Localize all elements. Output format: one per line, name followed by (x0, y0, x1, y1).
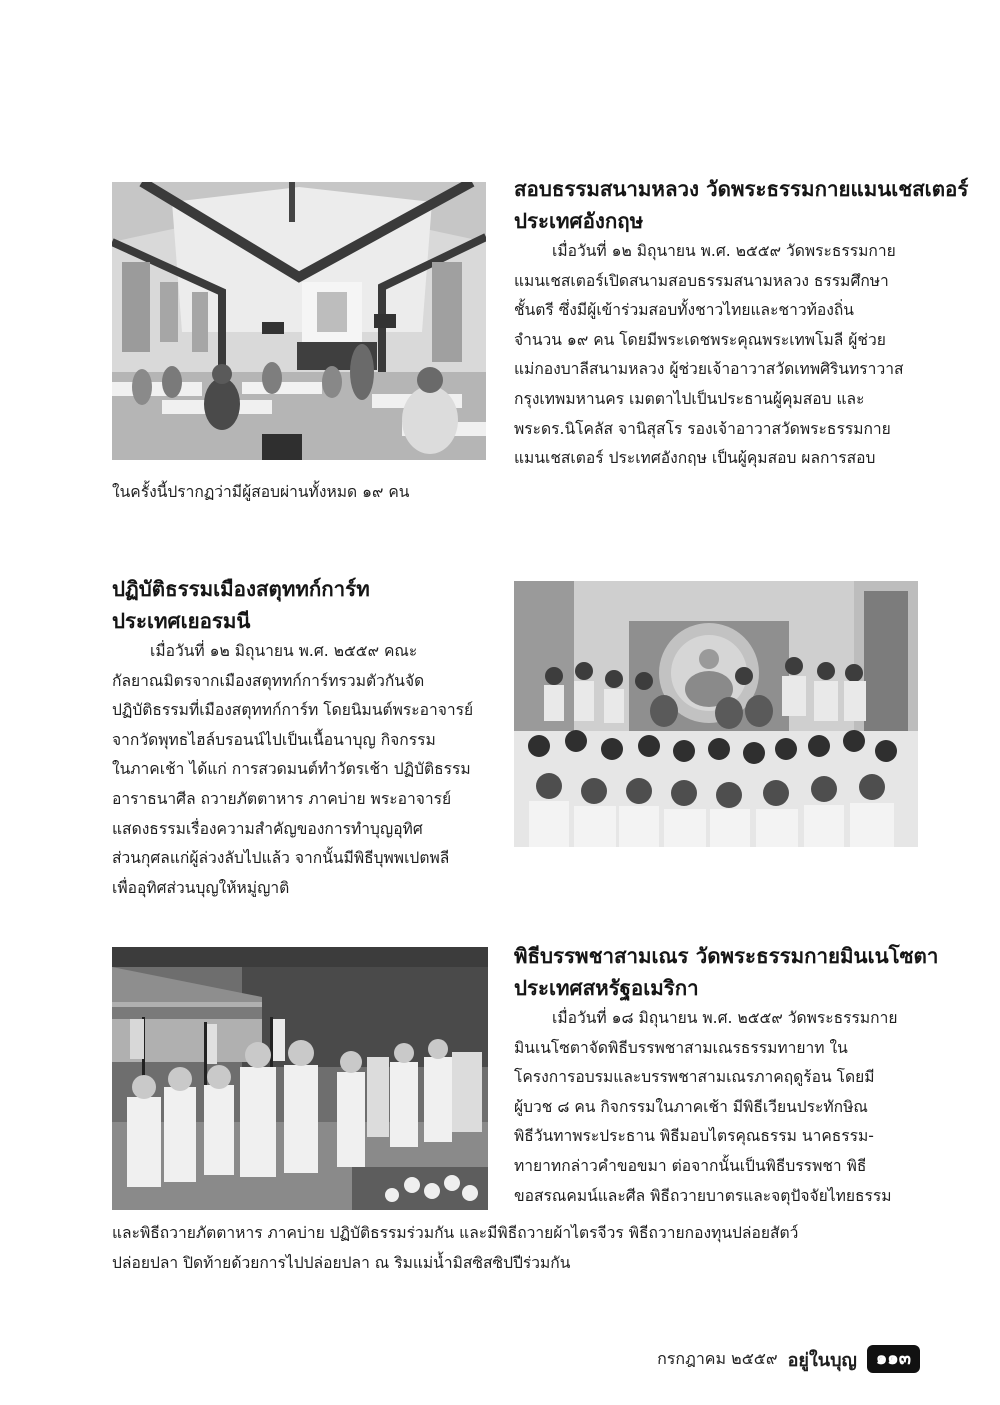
ordination-procession-photo (112, 947, 488, 1210)
article3-body-line: เมื่อวันที่ ๑๘ มิถุนายน พ.ศ. ๒๕๕๙ วัดพระธรรมกาย (552, 1009, 898, 1027)
page-footer (640, 1342, 920, 1376)
magazine-name: อยู่ในบุญ (787, 1349, 857, 1371)
article3-body-line: โครงการอบรมและบรรพชาสามเณรภาคฤดูร้อน โดยมี (514, 1068, 875, 1087)
article1-body-line: แมนเชสเตอร์ ประเทศอังกฤษ เป็นผู้คุมสอบ ผลการสอบ (514, 449, 876, 468)
article3-body-line: ขอสรณคมน์และศีล พิธีถวายบาตรและจตุปัจจัยไทยธรรม (514, 1186, 892, 1205)
article2-column (112, 573, 492, 903)
article1-title-line: สอบธรรมสนามหลวง วัดพระธรรมกายแมนเชสเตอร์ (514, 177, 969, 201)
article1-title-line: ประเทศอังกฤษ (514, 209, 644, 233)
article2-title-line: ปฏิบัติธรรมเมืองสตุททก์การ์ท (112, 577, 370, 601)
article1-column (514, 173, 969, 474)
article2-title (112, 573, 492, 637)
article3-title-line: ประเทศสหรัฐอเมริกา (514, 976, 699, 1000)
article3-full-line: และพิธีถวายภัตตาหาร ภาคบ่าย ปฏิบัติธรรมร่วมกัน และมีพิธีถวายผ้าไตรจีวร พิธีถวายกองทุนปล่อยสัตว์ (112, 1224, 799, 1242)
article2-body-line: ปฏิบัติธรรมที่เมืองสตุททก์การ์ท โดยนิมนต์พระอาจารย์ (112, 701, 474, 720)
exam-hall-photo (112, 182, 486, 460)
article1-continuation: ในครั้งนี้ปรากฏว่ามีผู้สอบผ่านทั้งหมด ๑๙ คน (112, 483, 410, 501)
page-number: ๑๑๓ (867, 1345, 920, 1373)
article1-body-line: จำนวน ๑๙ คน โดยมีพระเดชพระคุณพระเทพโมลี ผู้ช่วย (514, 330, 886, 349)
article3-column (514, 940, 939, 1211)
article2-body-line: อาราธนาศีล ถวายภัตตาหาร ภาคบ่าย พระอาจารย์ (112, 789, 452, 808)
article2-body-line: ส่วนกุศลแก่ผู้ล่วงลับไปแล้ว จากนั้นมีพิธีบุพพเปตพลี (112, 849, 450, 868)
article3-full-line: ปล่อยปลา ปิดท้ายด้วยการไปปล่อยปลา ณ ริมแม่น้ำมิสซิสซิปปีร่วมกัน (112, 1254, 571, 1272)
article1-body (514, 237, 924, 474)
article2-body (112, 637, 492, 903)
meditation-group-photo (514, 581, 918, 847)
article2-body-line: เพื่ออุทิศส่วนบุญให้หมู่ญาติ (112, 878, 290, 897)
article2-body-line: ในภาคเช้า ได้แก่ การสวดมนต์ทำวัตรเช้า ปฏิบัติธรรม (112, 760, 471, 779)
article3-body-line: ทายาทกล่าวคำขอขมา ต่อจากนั้นเป็นพิธีบรรพชา พิธี (514, 1156, 867, 1175)
article1-body-line: เมื่อวันที่ ๑๒ มิถุนายน พ.ศ. ๒๕๕๙ วัดพระธรรมกาย (552, 242, 896, 260)
issue-date: กรกฎาคม ๒๕๕๙ (657, 1348, 778, 1368)
article1-body-line: แมนเชสเตอร์เปิดสนามสอบธรรมสนามหลวง ธรรมศึกษา (514, 271, 889, 290)
article1-title (514, 173, 969, 237)
article3-body-line: มินเนโซตาจัดพิธีบรรพชาสามเณรธรรมทายาท ใน (514, 1038, 848, 1057)
article3-body (514, 1004, 924, 1211)
article1-body-line: กรุงเทพมหานคร เมตตาไปเป็นประธานผู้คุมสอบ และ (514, 389, 865, 408)
article3-title (514, 940, 939, 1004)
article1-body-line: พระดร.นิโคลัส จานิสุสโร รองเจ้าอาวาสวัดพระธรรมกาย (514, 419, 891, 438)
article3-body-line: พิธีวันทาพระประธาน พิธีมอบไตรคุณธรรม นาคธรรม- (514, 1127, 874, 1146)
article2-body-line: จากวัดพุทธไฮล์บรอนน์ไปเป็นเนื้อนาบุญ กิจกรรม (112, 730, 436, 749)
article3-title-line: พิธีบรรพชาสามเณร วัดพระธรรมกายมินเนโซตา (514, 944, 939, 968)
article3-body-line: ผู้บวช ๘ คน กิจกรรมในภาคเช้า มีพิธีเวียนประทักษิณ (514, 1097, 868, 1116)
article1-body-line: ชั้นตรี ซึ่งมีผู้เข้าร่วมสอบทั้งชาวไทยและชาวท้องถิ่น (514, 301, 854, 320)
article2-title-line: ประเทศเยอรมนี (112, 609, 251, 633)
article2-body-line: แสดงธรรมเรื่องความสำคัญของการทำบุญอุทิศ (112, 819, 423, 838)
article1-body-line: แม่กองบาลีสนามหลวง ผู้ช่วยเจ้าอาวาสวัดเทพศิรินทราวาส (514, 360, 904, 379)
article2-body-line: กัลยาณมิตรจากเมืองสตุททก์การ์ทรวมตัวกันจัด (112, 671, 425, 690)
article2-body-line: เมื่อวันที่ ๑๒ มิถุนายน พ.ศ. ๒๕๕๙ คณะ (150, 642, 418, 660)
